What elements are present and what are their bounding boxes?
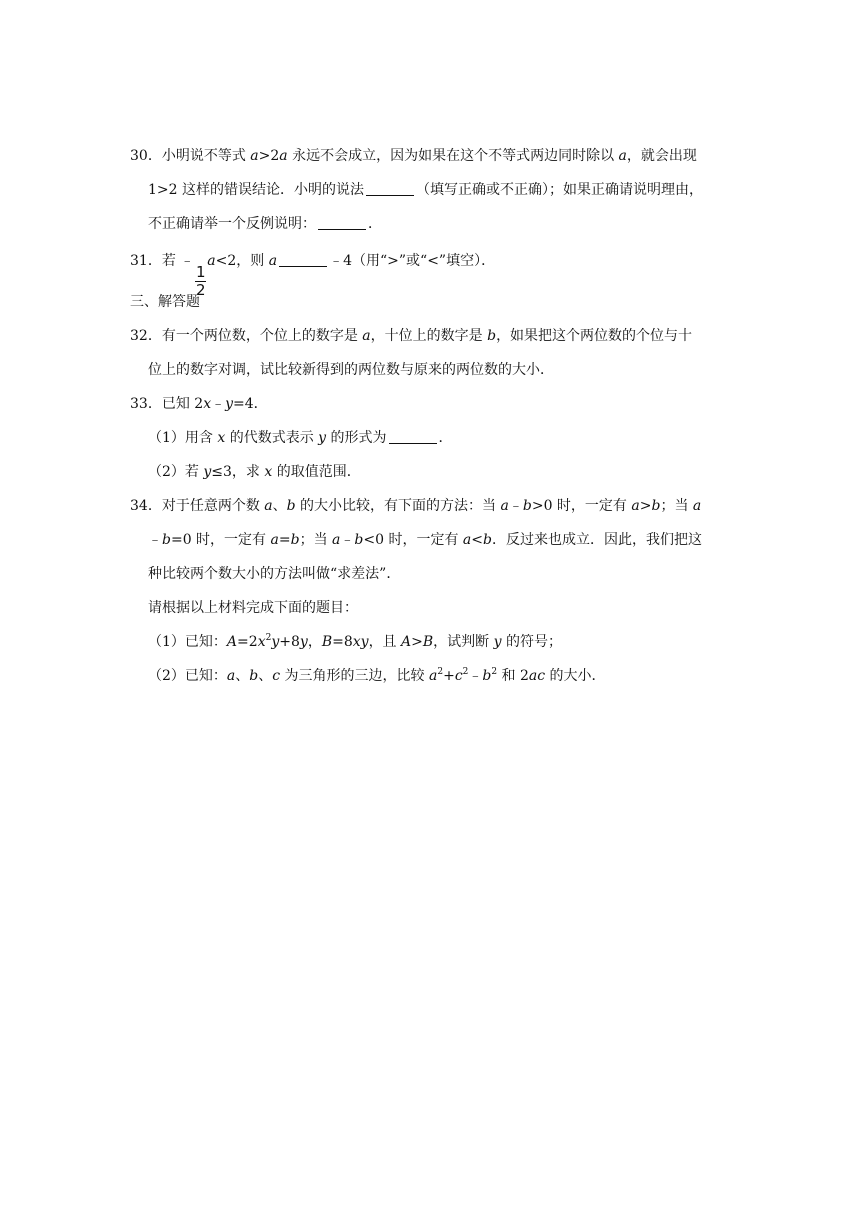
q34-text: （2）已知： <box>148 668 227 684</box>
var-a: a <box>500 498 509 514</box>
var-y: y <box>225 396 234 412</box>
q30-text: 不正确请举一个反例说明： <box>148 216 316 232</box>
var-y: y <box>493 634 502 650</box>
q33-text: 的形式为 <box>326 430 387 446</box>
var-b: b <box>651 498 661 514</box>
var-b: b <box>286 498 296 514</box>
var-y: y <box>203 464 212 480</box>
fraction-numerator: 1 <box>196 263 206 281</box>
var-y: y <box>299 634 308 650</box>
q34-text: ．反过来也成立．因此，我们把这 <box>491 532 702 548</box>
q34-line3: 种比较两个数大小的方法叫做“求差法”． <box>148 566 401 582</box>
exponent: 2 <box>265 633 272 643</box>
q34-text: = <box>278 532 291 548</box>
q34-text: 和 2 <box>497 668 529 684</box>
answer-blank[interactable] <box>366 181 414 196</box>
q30-line1 <box>130 146 697 166</box>
var-A: A <box>401 634 412 650</box>
var-b: b <box>482 668 492 684</box>
minus-sign: ﹣ <box>148 532 162 548</box>
var-B: B <box>422 634 434 650</box>
q33-text: 的代数式表示 <box>225 430 319 446</box>
var-a: a <box>207 253 216 269</box>
var-c: c <box>272 668 281 684</box>
q31-number: 31． <box>130 253 162 269</box>
q32-text: ，十位上的数字是 <box>370 328 488 344</box>
var-b: b <box>290 532 300 548</box>
var-x: x <box>217 430 226 446</box>
q34-text: ；当 <box>660 498 693 514</box>
q34-text: =0 时，一定有 <box>170 532 271 548</box>
q34-text: 、 <box>272 498 287 514</box>
q34-part2 <box>148 666 606 686</box>
q34-number: 34． <box>130 498 162 514</box>
q30-line3 <box>148 214 382 234</box>
q33-number: 33． <box>130 396 162 412</box>
q34-text: 为三角形的三边，比较 <box>280 668 429 684</box>
q32-text: ，如果把这个两位数的个位与十 <box>496 328 693 344</box>
q31-text: ﹣4（用“>”或“<”填空）． <box>329 253 496 269</box>
q30-text: ，就会出现 <box>626 148 697 164</box>
fraction-denominator: 2 <box>196 281 206 299</box>
exponent: 2 <box>491 667 498 677</box>
q30-text: （填写正确或不正确）；如果正确请说明理由， <box>416 182 703 198</box>
q33-line <box>130 394 268 414</box>
q32-text: 有一个两位数，个位上的数字是 <box>161 328 363 344</box>
var-a: a <box>270 532 279 548</box>
q34-text: =8 <box>332 634 353 650</box>
var-b: b <box>354 532 364 548</box>
minus-sign: ﹣ <box>340 532 355 548</box>
q34-text: <0 时，一定有 <box>363 532 463 548</box>
var-a: a <box>618 148 627 164</box>
q34-text: > <box>411 634 423 650</box>
q34-text: ， <box>307 634 322 650</box>
q34-text: ；当 <box>299 532 333 548</box>
q30-text: ． <box>368 216 382 232</box>
q33-text: （2）若 <box>148 464 204 480</box>
var-a: a <box>268 253 278 269</box>
var-a: a <box>279 148 288 164</box>
q34-text: > <box>639 498 652 514</box>
exponent: 2 <box>462 667 469 677</box>
q34-text: =2 <box>237 634 258 650</box>
var-c: c <box>454 668 463 684</box>
var-A: A <box>226 634 238 650</box>
var-ac: ac <box>528 668 546 684</box>
var-a: a <box>462 532 472 548</box>
var-b: b <box>522 498 532 514</box>
q34-text: 、 <box>235 668 250 684</box>
var-y: y <box>271 634 280 650</box>
q34-line1 <box>130 496 701 516</box>
var-b: b <box>249 668 259 684</box>
q34-line2 <box>148 530 702 550</box>
q33-text: 的取值范围． <box>272 464 361 480</box>
var-a: a <box>362 328 371 344</box>
q32-line1 <box>130 326 692 346</box>
var-a: a <box>631 498 640 514</box>
minus-sign: ﹣ <box>211 396 226 412</box>
q30-text: 1>2 这样的错误结论．小明的说法 <box>148 182 364 198</box>
q31-text: <2，则 <box>215 253 269 269</box>
minus-sign: ﹣ <box>468 668 483 684</box>
var-b: b <box>162 532 171 548</box>
q31-text: 若 <box>161 253 181 269</box>
q30-text: 永远不会成立，因为如果在这个不等式两边同时除以 <box>287 148 619 164</box>
minus-sign: ﹣ <box>180 253 195 269</box>
answer-blank[interactable] <box>389 429 437 444</box>
var-B: B <box>321 634 333 650</box>
q34-text: 、 <box>258 668 273 684</box>
q34-text: +8 <box>279 634 300 650</box>
q33-text: 已知 2 <box>161 396 204 412</box>
q34-text: ，且 <box>368 634 402 650</box>
q34-part1 <box>148 632 562 652</box>
q33-text: ≤3，求 <box>211 464 265 480</box>
q30-text: 小明说不等式 <box>161 148 251 164</box>
q34-text: 对于任意两个数 <box>161 498 265 514</box>
q30-line2 <box>148 180 703 200</box>
var-a: a <box>264 498 273 514</box>
var-a: a <box>250 148 259 164</box>
section-heading: 三、解答题 <box>130 294 200 310</box>
q33-part1 <box>148 428 453 448</box>
q33-text: ． <box>438 430 453 446</box>
q34-text: 的符号； <box>501 634 562 650</box>
q34-text: 的大小． <box>545 668 606 684</box>
exponent: 2 <box>437 667 444 677</box>
var-a: a <box>692 498 702 514</box>
answer-blank[interactable] <box>318 215 366 230</box>
q34-line4: 请根据以上材料完成下面的题目： <box>148 600 358 616</box>
var-x: x <box>203 396 212 412</box>
q32-number: 32． <box>130 328 162 344</box>
var-b: b <box>487 328 497 344</box>
q34-text: ，试判断 <box>433 634 494 650</box>
var-b: b <box>483 532 492 548</box>
q34-text: 的大小比较，有下面的方法：当 <box>295 498 501 514</box>
var-xy: xy <box>352 634 369 650</box>
q33-part2 <box>148 462 361 482</box>
var-a: a <box>429 668 438 684</box>
q34-text: + <box>443 668 455 684</box>
q33-text: （1）用含 <box>148 430 218 446</box>
q34-text: < <box>471 532 483 548</box>
q32-line2: 位上的数字对调，试比较新得到的两位数与原来的两位数的大小． <box>148 362 554 378</box>
q30-number: 30． <box>130 148 162 164</box>
var-a: a <box>332 532 341 548</box>
var-x: x <box>257 634 266 650</box>
answer-blank[interactable] <box>279 252 327 267</box>
var-y: y <box>318 430 327 446</box>
q34-text: >0 时，一定有 <box>531 498 632 514</box>
var-x: x <box>264 464 273 480</box>
q33-text: =4． <box>233 396 268 412</box>
var-a: a <box>226 668 236 684</box>
q30-text: >2 <box>258 148 280 164</box>
q34-text: （1）已知： <box>148 634 227 650</box>
minus-sign: ﹣ <box>508 498 523 514</box>
